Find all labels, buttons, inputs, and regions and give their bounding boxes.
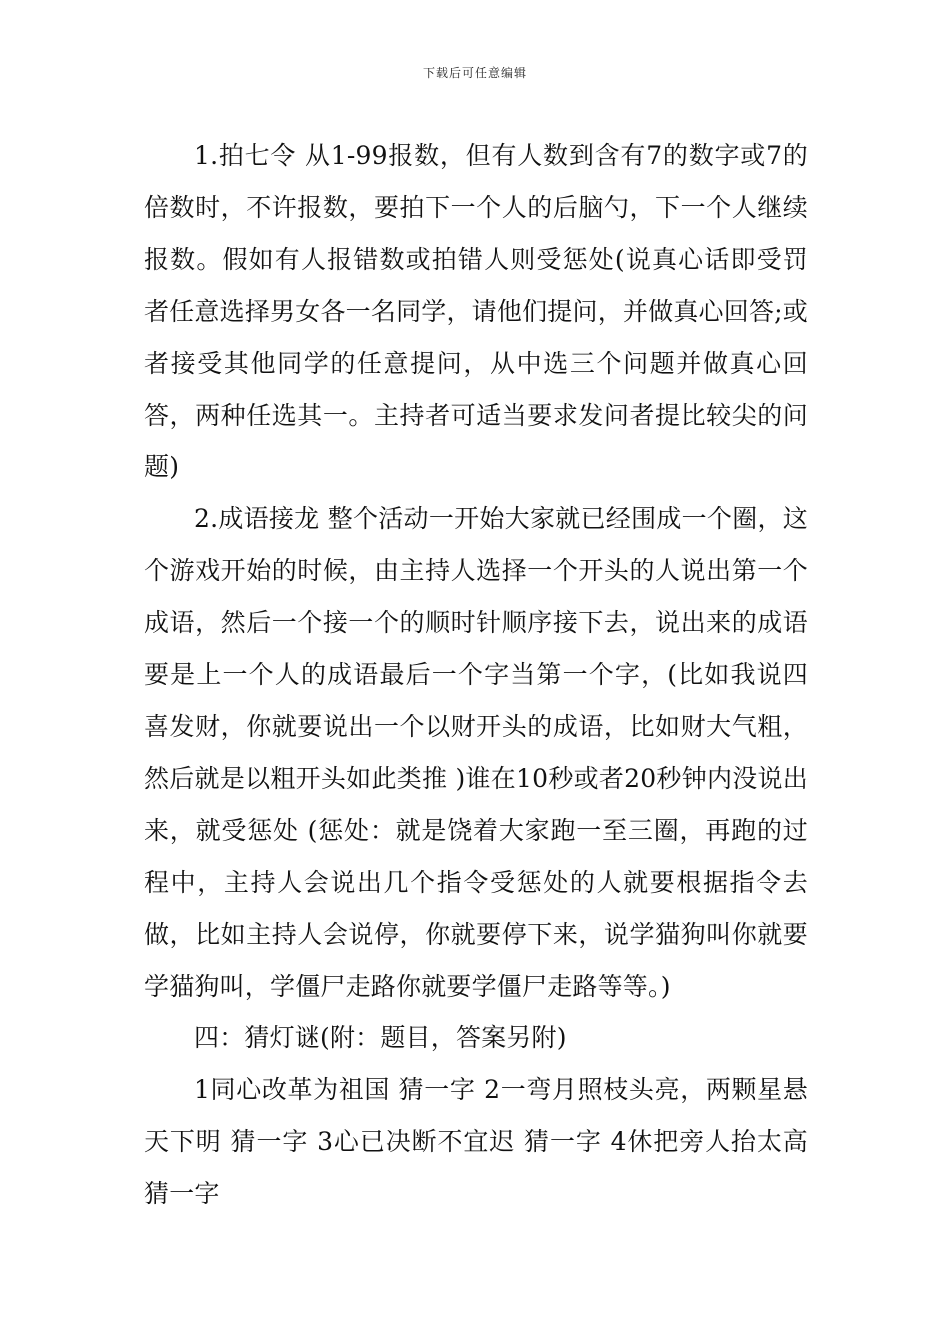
page-header: 下载后可任意编辑 [422, 66, 527, 80]
paragraph-game-idiom-chain: 2.成语接龙 整个活动一开始大家就已经围成一个圈，这个游戏开始的时候，由主持人选择一个开头的人说出第一个成语，然后一个接一个的顺时针顺序接下去，说出来的成语要是上一个人的成语最后一个字当第一个字，(比如我说四喜发财，你就要说出一个以财开头的成语，比如财大气粗，然后就是以粗开头如此类推 )谁在10秒或者20秒钟内没说出来，就受惩处 (惩处：就是饶着大家跑一至三圈，再跑的过程中，主持人会说出几个指令受惩处的人就要根据指令去做，比如主持人会说停，你就要停下来，说学猫狗叫你就要学猫狗叫，学僵尸走路你就要学僵尸走路等等。) [144, 504, 808, 1001]
document-body [144, 130, 808, 1220]
paragraph-riddle-list: 1同心改革为祖国 猜一字 2一弯月照枝头亮，两颗星悬天下明 猜一字 3心已决断不宜迟 猜一字 4休把旁人抬太高 猜一字 [144, 1075, 808, 1209]
section-heading-lantern-riddles: 四：猜灯谜(附：题目，答案另附) [194, 1023, 567, 1053]
paragraph-game-pai-qi-ling: 1.拍七令 从1-99报数，但有人数到含有7的数字或7的倍数时，不许报数，要拍下一个人的后脑勺，下一个人继续报数。假如有人报错数或拍错人则受惩处(说真心话即受罚者任意选择男女各一名同学，请他们提问，并做真心回答;或者接受其他同学的任意提问，从中选三个问题并做真心回答，两种任选其一。主持者可适当要求发问者提比较尖的问题) [144, 141, 808, 482]
